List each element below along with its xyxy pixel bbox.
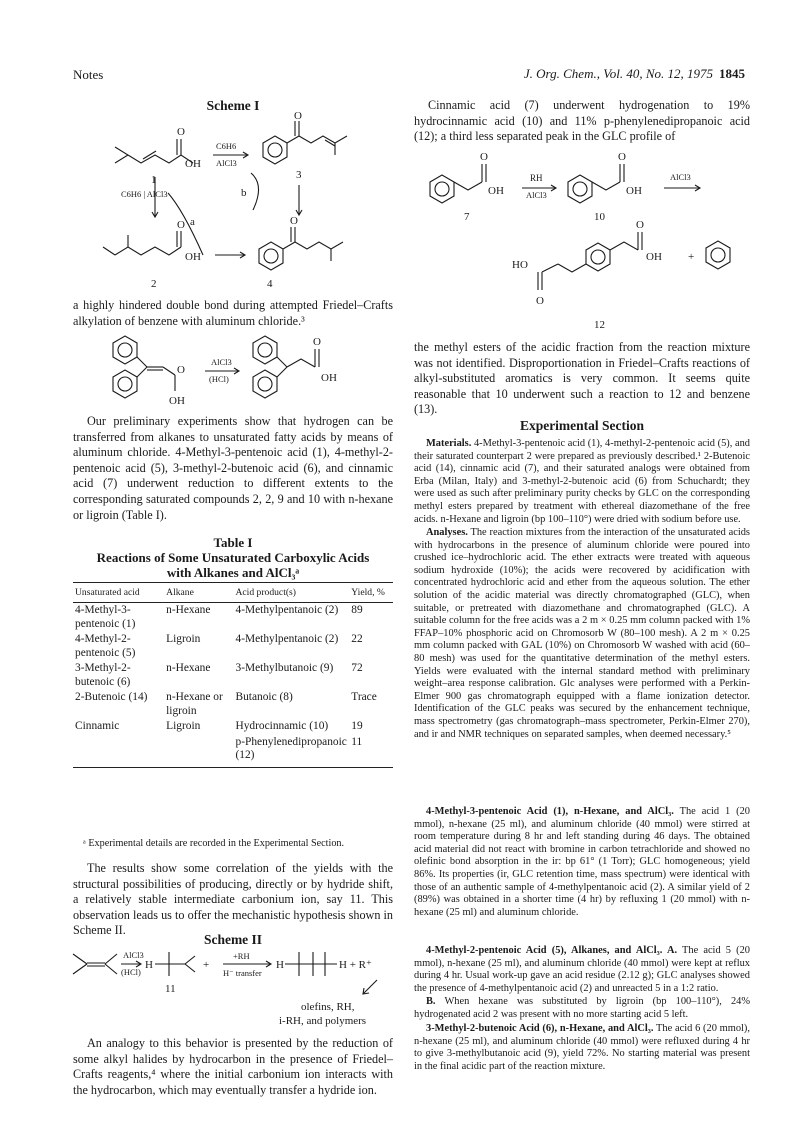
scheme1-o-1: O xyxy=(177,126,185,138)
reagent-down: C6H6 | AlCl3 xyxy=(121,189,168,199)
scheme-1-diagram xyxy=(73,110,393,295)
cell: 11 xyxy=(349,735,393,768)
cell: 89 xyxy=(351,604,363,616)
exp-paragraph-4 xyxy=(414,1023,750,1073)
th-product: Acid product(s) xyxy=(234,583,350,603)
materials-head: Materials. xyxy=(426,438,472,449)
cell: n-Hexane xyxy=(166,662,211,674)
cell xyxy=(73,735,164,768)
right-paragraph-2: the methyl esters of the acidic fraction from the reaction mixture was not identified. Disproportionation in Friedel–Crafts reactions of alkyl-substituted aromatics is very common. It seems quite reasonable that 10 underwent such a reaction to 12 and benzene (13). xyxy=(414,340,750,417)
s3-oh-7: OH xyxy=(488,185,504,197)
scheme1-o-3: O xyxy=(294,110,302,122)
scheme-1-title: Scheme I xyxy=(206,98,260,113)
path-b: b xyxy=(241,187,247,199)
th-acid: Unsaturated acid xyxy=(73,583,164,603)
cell: 3-Methyl-2-butenoic (6) xyxy=(75,662,131,688)
cell: 19 xyxy=(351,720,363,732)
mid-reagent2: (HCl) xyxy=(209,374,229,384)
s3-label-10: 10 xyxy=(594,211,605,223)
s3-ho-12: HO xyxy=(512,259,528,271)
s3-alcl3: AlCl3 xyxy=(526,190,547,200)
s3-oh-10: OH xyxy=(626,185,642,197)
mid-o-2: O xyxy=(313,336,321,348)
right-paragraph-1: Cinnamic acid (7) underwent hydrogenation to 19% hydrocinnamic acid (10) and 11% p-phenylenedipropanoic acid (12); a third less separated peak in the GLC profile of xyxy=(414,98,750,144)
running-header-journal xyxy=(524,66,745,82)
table-row xyxy=(73,690,393,719)
p4-text: The acid 6 (20 mmol), n-hexane (25 ml), and aluminum chloride (40 mmol) were refluxed during 4 hr to give 3-methylbutanoic acid (9), yield 72%. No starting material was present in the final acidic part of the reaction mixture. xyxy=(414,1023,750,1072)
s3-label-7: 7 xyxy=(464,211,470,223)
scheme-2-title: Scheme II xyxy=(203,932,263,947)
cell: 72 xyxy=(351,662,363,674)
scheme1-o-4: O xyxy=(290,215,298,227)
table-row xyxy=(73,719,393,735)
exp-analyses xyxy=(414,527,750,741)
reagent-top2: AlCl3 xyxy=(216,158,237,168)
label-1: 1 xyxy=(151,174,157,186)
p2-text: The acid 5 (20 mmol), n-hexane (25 ml), and aluminum chloride (40 mmol) were kept at reflux during 4 hr. Usual work-up gave an acid residue (2.12 g); GLC analyses showed the presence of 4-methylpentanoic acid (2) and unreacted 5 in a 1:2 ratio. xyxy=(414,945,750,994)
p1-head: 4-Methyl-3-pentenoic Acid (1), n-Hexane, and AlCl₃. xyxy=(426,806,674,817)
cell: Trace xyxy=(351,691,377,703)
path-a: a xyxy=(190,216,195,228)
label-3: 3 xyxy=(296,169,302,181)
cell: 3-Methylbutanoic (9) xyxy=(235,662,334,674)
s2-products1: olefins, RH, xyxy=(301,1001,355,1013)
cell xyxy=(164,735,233,768)
cell: 4-Methyl-2-pentenoic (5) xyxy=(75,633,136,659)
table-row xyxy=(73,735,393,768)
table-row xyxy=(73,661,393,690)
s3-alcl3b: AlCl3 xyxy=(670,172,691,182)
cell: Butanoic (8) xyxy=(235,691,293,703)
s2-plus: + xyxy=(203,959,210,971)
scheme-2-diagram xyxy=(73,948,393,1033)
cell: 4-Methylpentanoic (2) xyxy=(235,604,339,616)
results-table xyxy=(73,582,393,768)
s3-label-12: 12 xyxy=(594,319,605,331)
s2-hr: H + R⁺ xyxy=(339,959,372,971)
cell: 2-Butenoic (14) xyxy=(75,691,148,703)
cell: Ligroin xyxy=(166,633,201,645)
cell: 22 xyxy=(351,633,363,645)
exp-materials xyxy=(414,438,750,526)
table-footnote: ᵃ Experimental details are recorded in the Experimental Section. xyxy=(83,838,345,849)
s2-products2: i-RH, and polymers xyxy=(279,1015,367,1027)
scheme-mid-diagram xyxy=(103,335,363,410)
running-header-left: Notes xyxy=(73,67,104,82)
exp-paragraph-1 xyxy=(414,806,750,919)
s2-label-11: 11 xyxy=(165,983,176,995)
analyses-text: The reaction mixtures from the interaction of the unsaturated acids with hydrocarbons in the presence of aluminum chloride were poured into crushed ice–hydrochloric acid. The ether extracts were treated with aqueous sodium hydroxide (10%); the acids were recovered by acidification with concentrated hydrochloric acid and ether from the aqueous solution. The ether solution of the acidic material was directly chromatographed (GLC), when suitable, or pretreated with diazomethane and chromatographed (GLC). A suitable column for the free acids was a 2 m × 0.25 mm column packed with 1% FFAP–10% phosphoric acid on Chromosorb W (80–100 mesh). A 2 m × 0.25 mm column packed with GAL (10%) on Chromosorb W washed with acid (60–80 mesh) was used for the quantitative determination of the methyl esters. Yields were evaluated with the internal standard method with preliminary weight–area response calibration. Glc analyses were performed with a Perkin-Elmer 900 gas chromatograph equipped with a flame ionization detector. Identification of the GLC peaks was secured by the enhancement technique, mass spectrometry (gas chromatograph–mass spectrometer, Perkin-Elmer 270), and ir and NMR techniques on separated samples, when deemed necessary.⁵ xyxy=(414,527,750,740)
cell: Cinnamic xyxy=(75,720,120,732)
table-row xyxy=(73,603,393,633)
cell: Hydrocinnamic (10) xyxy=(235,720,329,732)
s2-transfer: H⁻ transfer xyxy=(223,968,262,978)
s2-h2: H xyxy=(276,959,284,971)
cell: Ligroin xyxy=(166,720,201,732)
cell: p-Phenylenedipropanoic (12) xyxy=(234,735,350,768)
table-subtitle: Reactions of Some Unsaturated Carboxylic Acids with Alkanes and AlCl₃ᵃ xyxy=(96,550,370,580)
cell: 4-Methyl-3-pentenoic (1) xyxy=(75,604,136,630)
journal-citation: J. Org. Chem., Vol. 40, No. 12, 1975 xyxy=(523,66,713,81)
page-number: 1845 xyxy=(719,66,745,81)
p3-text: When hexane was substituted by ligroin (bp 100–110°), 24% hydrogenated acid 2 was present with no more starting acid 5 left. xyxy=(414,996,750,1020)
s3-plus: + xyxy=(688,251,695,263)
scheme1-o-2: O xyxy=(177,219,185,231)
s2-reagent: AlCl3 xyxy=(123,950,144,960)
table-title: Table I xyxy=(213,535,253,550)
scheme-3-diagram xyxy=(414,148,750,333)
th-alkane: Alkane xyxy=(164,583,233,603)
materials-text: 4-Methyl-3-pentenoic acid (1), 4-methyl-2-pentenoic acid (5), and their saturated counterpart 2 were prepared as previously described.¹ 2-Butenoic acid (14), cinnamic acid (7), and their saturated analogs were obtained from Erba (Milan, Italy) and 3-methyl-2-butenoic acid (6) from Schuchardt; they were used as such after preliminary purity checks by GLC on the corresponding methyl esters prepared by treatment with ethereal diazomethane of the free acids. n-Hexane and ligroin (bp 100–110°) were dried with sodium before use. xyxy=(414,438,750,525)
s3-o-12b: O xyxy=(536,295,544,307)
left-paragraph-1: a highly hindered double bond during attempted Friedel–Crafts alkylation of benzene with aluminum chloride.³ xyxy=(73,298,393,328)
scheme1-oh-2: OH xyxy=(185,251,201,263)
s2-rh: +RH xyxy=(233,951,250,961)
left-paragraph-3: The results show some correlation of the yields with the structural possibilities of producing, directly or by hydride shift, a relatively stable intermediate carbonium ion, say 11. This observation leads us to offer the mechanistic hypothesis shown in Scheme II. xyxy=(73,861,393,938)
s3-oh-12: OH xyxy=(646,251,662,263)
cell: n-Hexane or ligroin xyxy=(166,691,223,717)
mid-oh-1: OH xyxy=(169,395,185,407)
experimental-title: Experimental Section xyxy=(519,418,645,433)
th-yield: Yield, % xyxy=(349,583,393,603)
label-4: 4 xyxy=(267,278,273,290)
s2-reagent2: (HCl) xyxy=(121,967,141,977)
cell: 4-Methylpentanoic (2) xyxy=(235,633,339,645)
p1-text: The acid 1 (20 mmol), n-hexane (25 ml), and aluminum chloride (40 mmol) were stirred at room temperature during 8 hr and left standing during 46 days. The obtained acid material did not react with bromine in carbon tetrachloride and showed no olefinic bond absorption in the ir: bp 61° (1 Torr); GLC homogeneous; yield 86%. Its properties (ir, GLC retention time, mass spectrum) were identical with those of an authentic sample of 4-methylpentanoic acid (2). A similar yield of 2 (89%) was obtained in a shorter time (4 hr) by refluxing 1 (20 mmol) with n-hexane (25 ml) and aluminum chloride. xyxy=(414,806,750,918)
s2-h: H xyxy=(145,959,153,971)
label-2: 2 xyxy=(151,278,157,290)
p4-head: 3-Methyl-2-butenoic Acid (6), n-Hexane, and AlCl₃. xyxy=(426,1023,654,1034)
left-paragraph-4: An analogy to this behavior is presented by the reduction of some alkyl halides by hydrocarbon in the presence of Friedel–Crafts reagents,⁴ where the initial carbonium ion interacts with the hydrocarbon, which may eventually transfer a hydride ion. xyxy=(73,1036,393,1097)
p3-head: B. xyxy=(426,996,436,1007)
table-row xyxy=(73,632,393,661)
exp-paragraph-2 xyxy=(414,945,750,995)
s3-rh: RH xyxy=(530,173,543,183)
left-paragraph-2: Our preliminary experiments show that hydrogen can be transferred from alkanes to unsaturated fatty acids by means of aluminum chloride. 4-Methyl-3-pentenoic acid (1), 4-methyl-2-pentenoic acid (5), 3-methyl-2-butenoic acid (6), and cinnamic acid (7) underwent reduction to different extents to the corresponding saturated compounds 2, 2, 9 and 10 with n-hexane or ligroin (Table I). xyxy=(73,414,393,522)
mid-reagent: AlCl3 xyxy=(211,357,232,367)
analyses-head: Analyses. xyxy=(426,527,468,538)
reagent-top: C6H6 xyxy=(216,141,237,151)
exp-paragraph-3 xyxy=(414,996,750,1021)
mid-o: O xyxy=(177,364,185,376)
mid-oh-2: OH xyxy=(321,372,337,384)
scheme1-oh-1: OH xyxy=(185,158,201,170)
s3-o-12a: O xyxy=(636,219,644,231)
s3-o-10: O xyxy=(618,151,626,163)
s3-o-7: O xyxy=(480,151,488,163)
p2-head: 4-Methyl-2-pentenoic Acid (5), Alkanes, and AlCl₃. A. xyxy=(426,945,678,956)
cell: n-Hexane xyxy=(166,604,211,616)
